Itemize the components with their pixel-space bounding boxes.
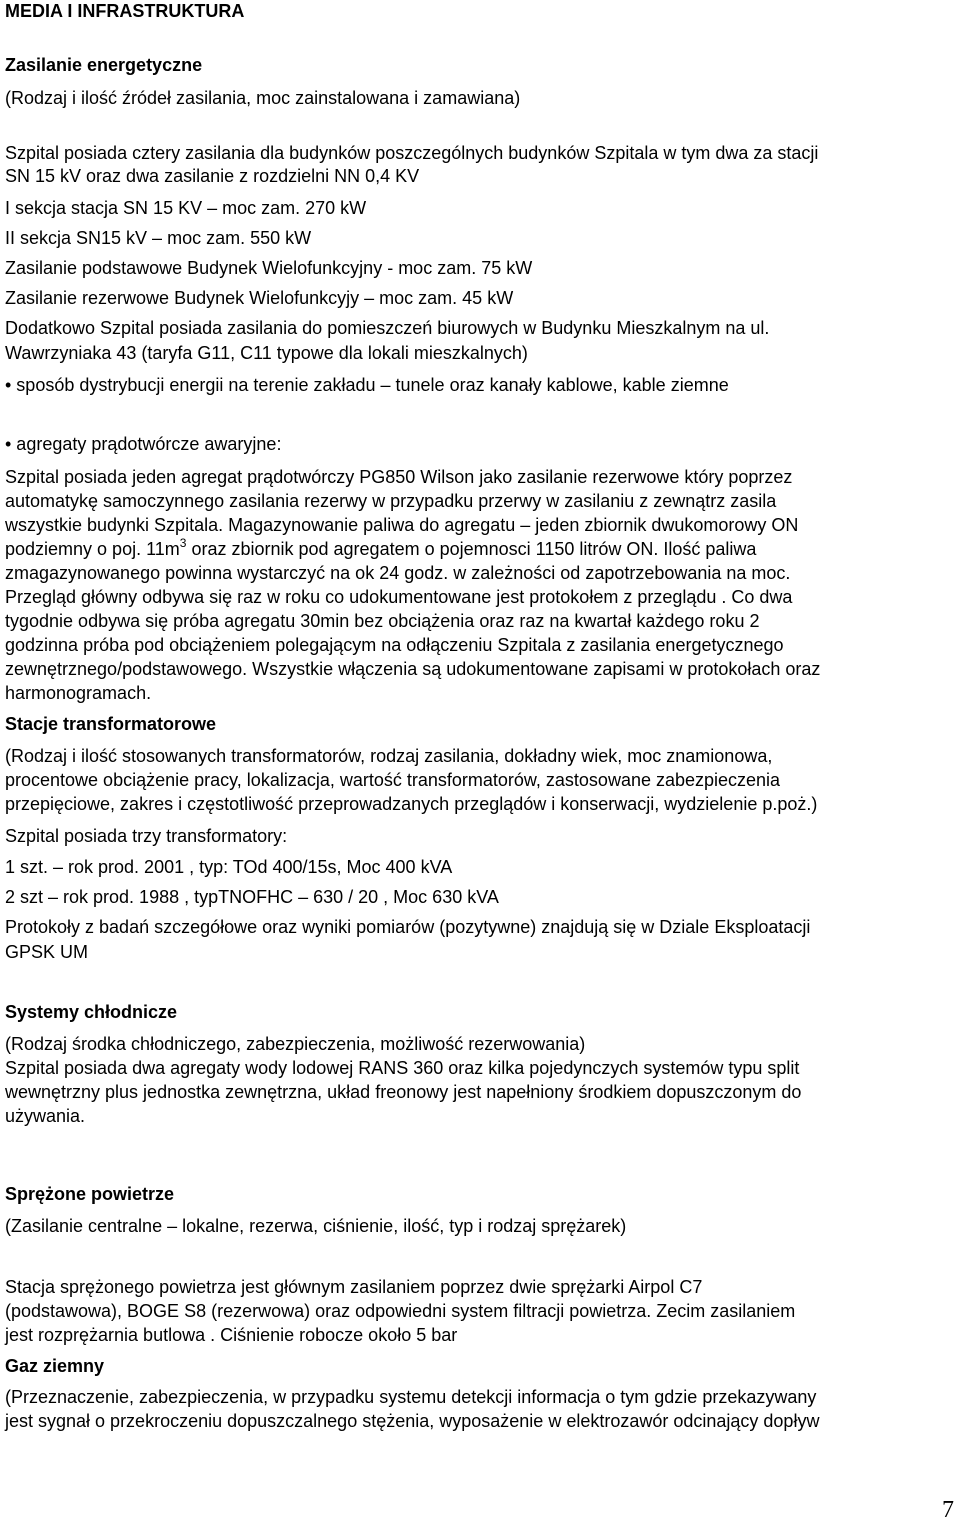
- paragraph-line: Stacja sprężonego powietrza jest głównym zasilaniem poprzez dwie sprężarki Airpol C7: [5, 1277, 703, 1297]
- paragraph-line: II sekcja SN15 kV – moc zam. 550 kW: [5, 228, 312, 248]
- superscript: 3: [179, 536, 187, 550]
- paragraph-line: jest rozprężarnia butlowa . Ciśnienie robocze około 5 bar: [5, 1325, 458, 1345]
- paragraph-line: wewnętrzny plus jednostka zewnętrzna, układ freonowy jest napełniony środkiem dopuszczonym do: [5, 1082, 802, 1102]
- section-subtitle: (Rodzaj i ilość źródeł zasilania, moc zainstalowana i zamawiana): [5, 88, 521, 108]
- bullet-item: • sposób dystrybucji energii na terenie zakładu – tunele oraz kanały kablowe, kable ziemne: [5, 375, 729, 395]
- section-subtitle: procentowe obciążenie pracy, lokalizacja, wartość transformatorów, zastosowane zabezpieczenia: [5, 770, 781, 790]
- text-span: oraz zbiornik pod agregatem o pojemnosci 1150 litrów ON. Ilość paliwa: [186, 539, 757, 559]
- paragraph-line: Dodatkowo Szpital posiada zasilania do pomieszczeń biurowych w Budynku Mieszkalnym na ul.: [5, 318, 770, 338]
- section-subtitle: przepięciowe, zakres i częstotliwość przeprowadzanych przeglądów i konserwacji, wydzielenie p.poż.): [5, 794, 818, 814]
- paragraph-line: SN 15 kV oraz dwa zasilanie z rozdzielni NN 0,4 KV: [5, 166, 420, 186]
- paragraph-line: harmonogramach.: [5, 683, 152, 703]
- paragraph-line: Zasilanie podstawowe Budynek Wielofunkcyjny - moc zam. 75 kW: [5, 258, 533, 278]
- paragraph-line: godzinna próba pod obciążeniem polegającym na odłączeniu Szpitala z zasilania energetycznego: [5, 635, 784, 655]
- paragraph-line: używania.: [5, 1106, 86, 1126]
- paragraph-line: Szpital posiada dwa agregaty wody lodowej RANS 360 oraz kilka pojedynczych systemów typu split: [5, 1058, 800, 1078]
- paragraph-line: 2 szt – rok prod. 1988 , typTNOFHC – 630 / 20 , Moc 630 kVA: [5, 887, 499, 907]
- section-heading-natural-gas: Gaz ziemny: [5, 1356, 105, 1376]
- page-number: 7: [942, 1497, 954, 1523]
- document-title: MEDIA I INFRASTRUKTURA: [5, 1, 245, 21]
- section-heading-power: Zasilanie energetyczne: [5, 55, 203, 75]
- paragraph-line: zewnętrznego/podstawowego. Wszystkie włączenia są udokumentowane zapisami w protokołach oraz: [5, 659, 821, 679]
- section-subtitle: (Przeznaczenie, zabezpieczenia, w przypadku systemu detekcji informacja o tym gdzie przekazywany: [5, 1387, 817, 1407]
- section-subtitle: jest sygnał o przekroczeniu dopuszczalnego stężenia, wyposażenie w elektrozawór odcinający dopływ: [5, 1411, 820, 1431]
- paragraph-line: automatykę samoczynnego zasilania rezerwy w przypadku przerwy w zasilaniu z zewnątrz zasila: [5, 491, 777, 511]
- paragraph-line: Przegląd główny odbywa się raz w roku co udokumentowane jest protokołem z przeglądu . Co dwa: [5, 587, 793, 607]
- paragraph-line: GPSK UM: [5, 942, 89, 962]
- section-subtitle: (Rodzaj środka chłodniczego, zabezpieczenia, możliwość rezerwowania): [5, 1034, 586, 1054]
- paragraph-line: (podstawowa), BOGE S8 (rezerwowa) oraz odpowiedni system filtracji powietrza. Zecim zasilaniem: [5, 1301, 796, 1321]
- paragraph-line: tygodnie odbywa się próba agregatu 30min bez obciążenia oraz raz na kwartał każdego roku 2: [5, 611, 760, 631]
- section-subtitle: (Rodzaj i ilość stosowanych transformatorów, rodzaj zasilania, dokładny wiek, moc znamionowa,: [5, 746, 773, 766]
- section-subtitle: (Zasilanie centralne – lokalne, rezerwa, ciśnienie, ilość, typ i rodzaj sprężarek): [5, 1216, 627, 1236]
- paragraph-line: 1 szt. – rok prod. 2001 , typ: TOd 400/15s, Moc 400 kVA: [5, 857, 453, 877]
- paragraph-line: wszystkie budynki Szpitala. Magazynowanie paliwa do agregatu – jeden zbiornik dwukomorowy ON: [5, 515, 799, 535]
- paragraph-line: Szpital posiada cztery zasilania dla budynków poszczególnych budynków Szpitala w tym dwa za stacji: [5, 143, 819, 163]
- bullet-item: • agregaty prądotwórcze awaryjne:: [5, 434, 282, 454]
- text-span: podziemny o poj. 11m: [5, 539, 180, 559]
- paragraph-line: Szpital posiada jeden agregat prądotwórczy PG850 Wilson jako zasilanie rezerwowe który poprzez: [5, 467, 793, 487]
- section-heading-compressed-air: Sprężone powietrze: [5, 1184, 175, 1204]
- paragraph-line: Zasilanie rezerwowe Budynek Wielofunkcyjy – moc zam. 45 kW: [5, 288, 514, 308]
- paragraph-line: Szpital posiada trzy transformatory:: [5, 826, 288, 846]
- paragraph-line: zmagazynowanego powinna wystarczyć na ok 24 godz. w zależności od zapotrzebowania na moc.: [5, 563, 791, 583]
- section-heading-cooling: Systemy chłodnicze: [5, 1002, 178, 1022]
- section-heading-transformers: Stacje transformatorowe: [5, 714, 217, 734]
- paragraph-line: Wawrzyniaka 43 (taryfa G11, C11 typowe dla lokali mieszkalnych): [5, 343, 528, 363]
- paragraph-line: [5, 538, 756, 560]
- paragraph-line: Protokoły z badań szczegółowe oraz wyniki pomiarów (pozytywne) znajdują się w Dziale Eksploatacji: [5, 917, 811, 937]
- paragraph-line: I sekcja stacja SN 15 KV – moc zam. 270 kW: [5, 198, 367, 218]
